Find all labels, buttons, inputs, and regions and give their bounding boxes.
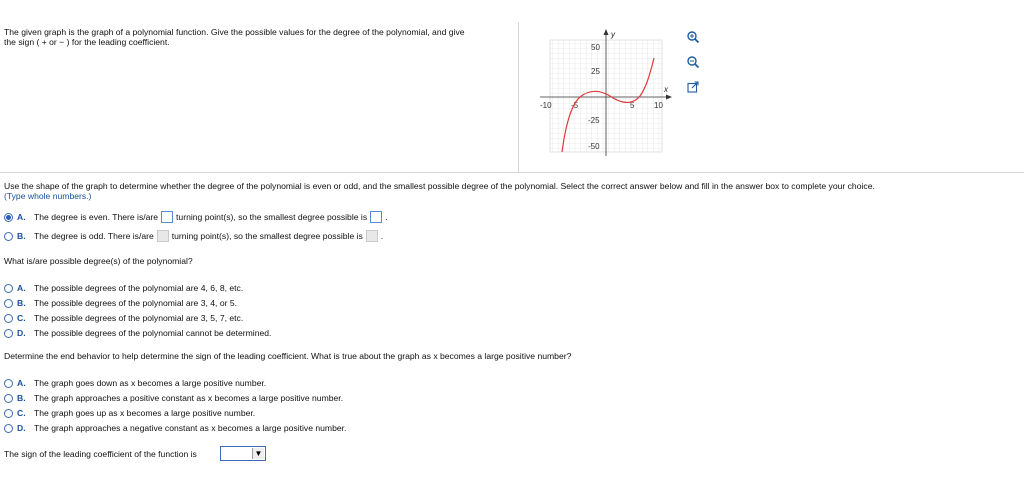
option-b-text-mid: turning point(s), so the smallest degree possible is [171, 231, 363, 241]
option-letter: A. [17, 212, 26, 222]
part3-question: Determine the end behavior to help determine the sign of the leading coefficient. What is true about the graph as x becomes a large positive number? [4, 351, 572, 361]
popout-icon [686, 80, 700, 94]
y-axis-label: y [611, 30, 615, 39]
part3-option-b[interactable] [4, 391, 343, 405]
option-text: The possible degrees of the polynomial cannot be determined. [34, 328, 272, 338]
popout-button[interactable] [686, 80, 700, 96]
option-b-text-post: . [380, 231, 384, 241]
option-letter: D. [17, 328, 26, 338]
x-axis-label: x [664, 85, 668, 94]
zoom-in-button[interactable] [686, 30, 700, 46]
prompt-line-1: The given graph is the graph of a polynomial function. Give the possible values for the degree of the polynomial, and give [4, 27, 465, 37]
prompt-line-2: the sign ( + or − ) for the leading coefficient. [4, 37, 170, 47]
radio-part3-d[interactable] [4, 424, 13, 433]
option-text: The graph approaches a positive constant as x becomes a large positive number. [34, 393, 344, 403]
tick-label-yn25: -25 [588, 116, 600, 125]
sign-dropdown[interactable] [220, 446, 266, 461]
option-text: The graph goes up as x becomes a large positive number. [34, 408, 256, 418]
zoom-out-icon [686, 55, 700, 69]
part2-option-c[interactable] [4, 311, 243, 325]
tick-label-yn50: -50 [588, 142, 600, 151]
question-prompt [4, 27, 524, 47]
instruction-block [4, 181, 875, 201]
y-axis-arrow [604, 29, 609, 35]
part3-option-a[interactable] [4, 376, 266, 390]
radio-part2-b[interactable] [4, 299, 13, 308]
radio-part2-d[interactable] [4, 329, 13, 338]
option-letter: A. [17, 283, 26, 293]
instruction-hint: (Type whole numbers.) [4, 191, 92, 201]
divider-vertical [518, 22, 519, 172]
part2-option-b[interactable] [4, 296, 237, 310]
zoom-in-icon [686, 30, 700, 44]
option-letter: A. [17, 378, 26, 388]
part1-option-a[interactable] [4, 210, 388, 224]
radio-part2-c[interactable] [4, 314, 13, 323]
radio-part1-a[interactable] [4, 213, 13, 222]
part3-option-c[interactable] [4, 406, 255, 420]
radio-part2-a[interactable] [4, 284, 13, 293]
option-a-text-pre: The degree is even. There is/are [34, 212, 159, 222]
tick-label-y50: 50 [591, 43, 600, 52]
option-letter: C. [17, 408, 26, 418]
option-letter: C. [17, 313, 26, 323]
radio-part3-a[interactable] [4, 379, 13, 388]
part2-question: What is/are possible degree(s) of the polynomial? [4, 256, 193, 266]
part3-option-d[interactable] [4, 421, 346, 435]
sign-label: The sign of the leading coefficient of the function is [4, 449, 197, 459]
option-text: The possible degrees of the polynomial are 3, 5, 7, etc. [34, 313, 244, 323]
option-letter: B. [17, 231, 26, 241]
option-text: The graph goes down as x becomes a large positive number. [34, 378, 267, 388]
zoom-out-button[interactable] [686, 55, 700, 71]
divider-horizontal [0, 172, 1024, 173]
option-a-text-mid: turning point(s), so the smallest degree possible is [176, 212, 368, 222]
smallest-degree-input-a[interactable] [370, 211, 382, 223]
part2-option-a[interactable] [4, 281, 243, 295]
option-letter: B. [17, 298, 26, 308]
polynomial-graph [536, 24, 676, 158]
instruction-text: Use the shape of the graph to determine whether the degree of the polynomial is even or odd, and the smallest possible degree of the polynomial. Select the correct answer below and fill in the answer box to complete your choice. [4, 181, 875, 191]
radio-part3-c[interactable] [4, 409, 13, 418]
tick-label-x10: 10 [654, 101, 663, 110]
turning-points-input-a[interactable] [161, 211, 173, 223]
tick-label-y25: 25 [591, 67, 600, 76]
option-a-text-post: . [385, 212, 388, 222]
option-letter: D. [17, 423, 26, 433]
x-axis-arrow [666, 95, 672, 100]
radio-part3-b[interactable] [4, 394, 13, 403]
tick-label-xn10: -10 [540, 101, 552, 110]
option-b-text-pre: The degree is odd. There is/are [34, 231, 154, 241]
option-letter: B. [17, 393, 26, 403]
tick-label-x5: 5 [630, 101, 635, 110]
option-text: The possible degrees of the polynomial are 4, 6, 8, etc. [34, 283, 244, 293]
smallest-degree-input-b[interactable] [366, 230, 378, 242]
turning-points-input-b[interactable] [157, 230, 169, 242]
dropdown-arrow-icon[interactable]: ▼ [252, 448, 264, 459]
part1-option-b[interactable] [4, 229, 383, 243]
option-text: The possible degrees of the polynomial are 3, 4, or 5. [34, 298, 238, 308]
tick-label-xn5: -5 [571, 101, 579, 110]
option-text: The graph approaches a negative constant as x becomes a large positive number. [34, 423, 347, 433]
radio-part1-b[interactable] [4, 232, 13, 241]
part2-option-d[interactable] [4, 326, 271, 340]
